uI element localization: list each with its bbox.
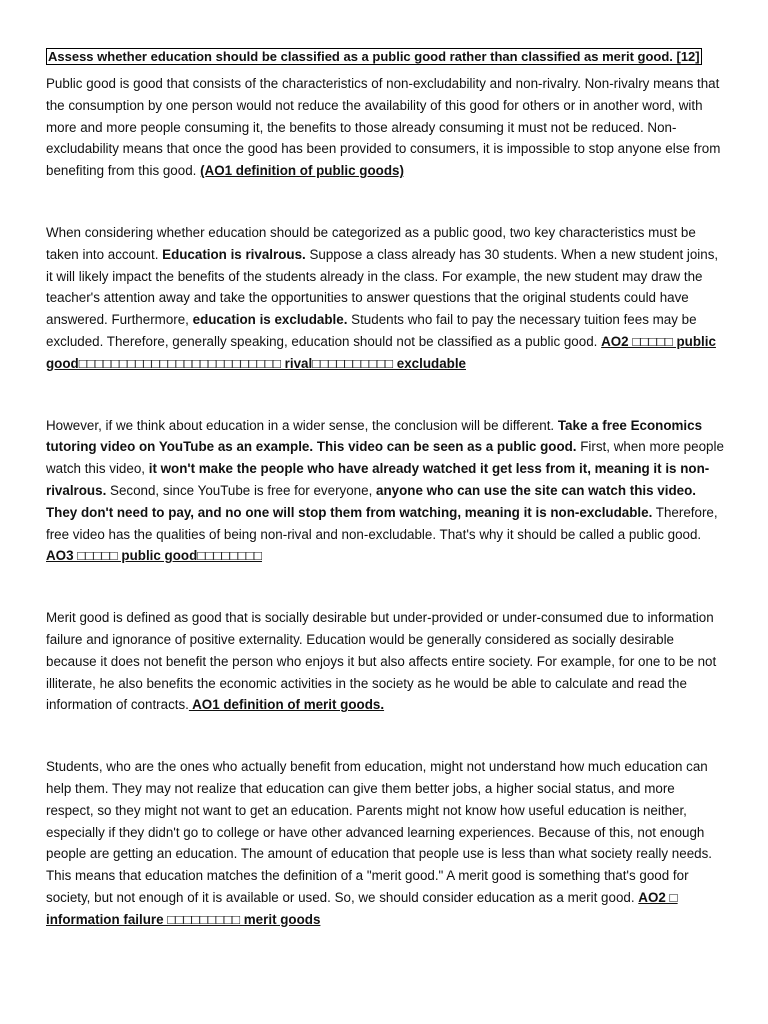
body-text: Second, since YouTube is free for everyone, bbox=[106, 482, 377, 498]
key-point-text: Education is rivalrous. bbox=[162, 246, 306, 262]
paragraph-spacer bbox=[46, 182, 726, 222]
body-text: However, if we think about education in a wider sense, the conclusion will be different. bbox=[46, 417, 558, 433]
body-text: Suppose a class already has 30 students. When a new student joins, it will likely impact the benefits of the students already in the class. For example, the new student may draw the teacher's attention away and take the opportunities to answer questions that the original students could have answered. Furthermore, bbox=[46, 246, 719, 328]
assessment-objective-note: AO2 □□□□□ public good□□□□□□□□□□□□□□□□□□□□□□□□□ rival□□□□□□□□□□ excludable bbox=[46, 333, 716, 371]
body-text: Merit good is defined as good that is socially desirable but under-provided or under-consumed due to information failure and ignorance of positive externality. Education would be generally considered as socially desirable because it does not benefit the person who enjoys it but also affects entire society. For example, for one to be not illiterate, he also benefits the economic activities in the society as he would be able to calculate and read the information of contracts. bbox=[46, 610, 717, 713]
body-text: Therefore, free video has the qualities of being non-rival and non-excludable. That's why it should be called a public good. bbox=[46, 504, 718, 542]
question-box: Assess whether education should be classified as a public good rather than classified as merit good. [12] bbox=[48, 49, 700, 64]
assessment-objective-note: AO1 definition of merit goods. bbox=[188, 697, 385, 713]
body-text: Public good is good that consists of the characteristics of non-excludability and non-rivalry. Non-rivalry means that the consumption by one person would not reduce the availability of this good for others or in another word, with more and more people consuming it, the benefits to those already consuming it must not be reduced. Non-excludability means that once the good has been provided to consumers, it is impossible to stop anyone else from benefiting from this good. bbox=[46, 76, 721, 179]
body-text: Students, who are the ones who actually benefit from education, might not understand how much education can help them. They may not realize that education can give them better jobs, a higher social status, and more respect, so they might not want to get an education. Parents might not know how useful education is neither, especially if they didn't go to college or have other advanced learning experiences. Because of this, not enough people are getting an education. The amount of education that people use is less than what society really needs. This means that education matches the definition of a "merit good." A merit good is something that's good for society, but not enough of it is available or used. So, we should consider education as a merit good. bbox=[46, 759, 713, 905]
assessment-objective-note: AO2 □ information failure □□□□□□□□□ merit goods bbox=[46, 889, 678, 927]
body-text: Students who fail to pay the necessary tuition fees may be excluded. Therefore, generally speaking, education should not be classified as a public good. bbox=[46, 312, 697, 349]
key-point-text: anyone who can use the site can watch this video. They don't need to pay, and no one will stop them from watching, meaning it is non-excludable. bbox=[46, 482, 696, 520]
key-point-text: it won't make the people who have already watched it get less from it, meaning it is non-rivalrous. bbox=[46, 461, 710, 498]
body-text: When considering whether education should be categorized as a public good, two key characteristics must be taken into account. bbox=[46, 224, 696, 262]
paragraph-spacer bbox=[46, 716, 726, 756]
paragraph-3 bbox=[46, 415, 726, 568]
essay-question bbox=[46, 46, 726, 68]
paragraph-2 bbox=[46, 222, 726, 375]
paragraph-1 bbox=[46, 73, 726, 182]
assessment-objective-note: (AO1 definition of public goods) bbox=[200, 163, 404, 179]
paragraph-spacer bbox=[46, 375, 726, 415]
essay-body bbox=[46, 73, 726, 931]
document-page bbox=[46, 46, 726, 931]
key-point-text: Take a free Economics tutoring video on YouTube as an example. This video can be seen as a public good. bbox=[46, 417, 703, 455]
paragraph-4 bbox=[46, 607, 726, 716]
key-point-text: education is excludable. bbox=[192, 312, 348, 328]
body-text: First, when more people watch this video, bbox=[46, 439, 724, 477]
paragraph-spacer bbox=[46, 567, 726, 607]
paragraph-5 bbox=[46, 756, 726, 930]
assessment-objective-note: AO3 □□□□□ public good□□□□□□□□ bbox=[46, 548, 262, 564]
